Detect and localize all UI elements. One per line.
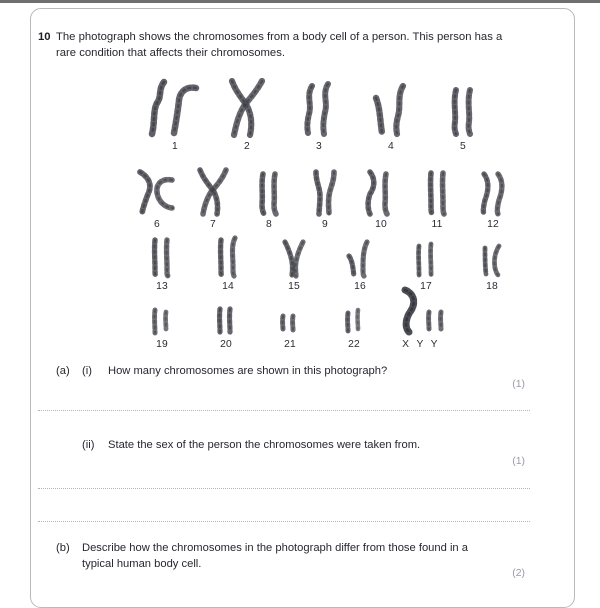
chromosome-pair-20 [192, 296, 260, 351]
chromosome-pair-image [206, 78, 288, 140]
chromosome-label: 17 [420, 281, 432, 292]
chromosome-label: 18 [486, 281, 498, 292]
chromosome-pair-12 [462, 166, 524, 231]
answer-line[interactable] [38, 488, 530, 489]
chromosome-glyph [408, 166, 466, 218]
chromosome-glyph [259, 296, 321, 338]
answer-line[interactable] [38, 410, 530, 411]
chromosome-glyph [129, 234, 195, 280]
chromosome-pair-4 [350, 78, 432, 153]
chromosome-pair-image [126, 166, 188, 218]
chromosome-label: 14 [222, 281, 234, 292]
chromosome-pair-9 [294, 166, 356, 231]
part-label-a-ii: (ii) [82, 439, 95, 451]
chromosome-pair-image [390, 234, 462, 280]
chromosome-glyph [464, 166, 522, 218]
chromosome-glyph [261, 234, 327, 280]
chromosome-label: 5 [460, 141, 466, 152]
question-number: 10 [38, 31, 51, 43]
chromosome-pair-image [380, 284, 462, 338]
part-label-a-i: (i) [82, 365, 92, 377]
chromosome-pair-image [238, 166, 300, 218]
chromosome-glyph [352, 166, 410, 218]
chromosome-label: 22 [348, 339, 360, 350]
answer-line[interactable] [38, 521, 530, 522]
chromosome-pair-image [320, 296, 388, 338]
chromosome-glyph [296, 166, 354, 218]
question-part-a-ii [56, 438, 486, 454]
chromosome-pair-image [182, 166, 244, 218]
chromosome-glyph [327, 234, 393, 280]
chromosome-label-sex: X Y Y [402, 339, 440, 350]
chromosome-pair-image [422, 78, 504, 140]
chromosome-pair-image [456, 234, 528, 280]
chromosome-glyph [426, 78, 500, 140]
chromosome-glyph [323, 296, 385, 338]
chromosome-label: 3 [316, 141, 322, 152]
chromosome-glyph [383, 284, 459, 338]
part-label-b: (b) [56, 542, 70, 554]
chromosome-label: 9 [322, 219, 328, 230]
chromosome-pair-11 [406, 166, 468, 231]
chromosome-label: 7 [210, 219, 216, 230]
chromosome-pair-6 [126, 166, 188, 231]
chromosome-pair-1 [134, 78, 216, 153]
chromosome-glyph [195, 296, 257, 338]
chromosome-pair-8 [238, 166, 300, 231]
chromosome-pair-21 [256, 296, 324, 351]
chromosome-pair-image [128, 296, 196, 338]
chromosome-pair-image [294, 166, 356, 218]
chromosome-label: 10 [375, 219, 387, 230]
chromosome-pair-5 [422, 78, 504, 153]
chromosome-label: 13 [156, 281, 168, 292]
chromosome-pair-image [126, 234, 198, 280]
marks-a-ii: (1) [512, 456, 525, 467]
chromosome-glyph [459, 234, 525, 280]
chromosome-pair-image [462, 166, 524, 218]
question-stem-text: The photograph shows the chromosomes from a body cell of a person. This person has a rare condition that affects their chromosomes. [56, 31, 503, 59]
chromosome-pair-image [278, 78, 360, 140]
chromosome-glyph [128, 166, 186, 218]
part-label-a: (a) [56, 365, 70, 377]
chromosome-pair-10 [350, 166, 412, 231]
chromosome-pair-7 [182, 166, 244, 231]
chromosome-pair-14 [192, 234, 264, 293]
chromosome-glyph [393, 234, 459, 280]
chromosome-pair-18 [456, 234, 528, 293]
chromosome-pair-image [192, 234, 264, 280]
chromosome-pair-image [134, 78, 216, 140]
chromosome-label: 21 [284, 339, 296, 350]
chromosome-group-sex [380, 284, 462, 351]
chromosome-label: 8 [266, 219, 272, 230]
marks-b: (2) [512, 568, 525, 579]
chromosome-pair-image [350, 166, 412, 218]
karyotype-figure [130, 78, 500, 356]
chromosome-label: 4 [388, 141, 394, 152]
part-text-a-ii: State the sex of the person the chromosomes were taken from. [108, 439, 421, 451]
chromosome-label: 15 [288, 281, 300, 292]
chromosome-label: 12 [487, 219, 499, 230]
question-part-b [56, 541, 496, 572]
marks-a-i: (1) [512, 379, 525, 390]
chromosome-label: 19 [156, 339, 168, 350]
chromosome-pair-3 [278, 78, 360, 153]
chromosome-pair-19 [128, 296, 196, 351]
chromosome-glyph [184, 166, 242, 218]
chromosome-pair-image [406, 166, 468, 218]
chromosome-glyph [210, 78, 284, 140]
chromosome-label: 16 [354, 281, 366, 292]
chromosome-label: 20 [220, 339, 232, 350]
chromosome-glyph [195, 234, 261, 280]
chromosome-pair-image [256, 296, 324, 338]
question-stem [38, 30, 518, 61]
chromosome-glyph [131, 296, 193, 338]
chromosome-pair-image [258, 234, 330, 280]
chromosome-pair-22 [320, 296, 388, 351]
chromosome-pair-image [192, 296, 260, 338]
chromosome-glyph [282, 78, 356, 140]
chromosome-label: 6 [154, 219, 160, 230]
part-text-a-i: How many chromosomes are shown in this photograph? [108, 365, 388, 377]
chromosome-pair-2 [206, 78, 288, 153]
chromosome-pair-image [350, 78, 432, 140]
chromosome-pair-15 [258, 234, 330, 293]
chromosome-glyph [138, 78, 212, 140]
chromosome-pair-13 [126, 234, 198, 293]
chromosome-glyph [354, 78, 428, 140]
chromosome-pair-image [324, 234, 396, 280]
chromosome-glyph [240, 166, 298, 218]
chromosome-label: 11 [431, 219, 443, 230]
part-text-b: Describe how the chromosomes in the photograph differ from those found in a typical human body cell. [82, 542, 468, 570]
question-part-a-i [56, 364, 486, 380]
chromosome-label: 1 [172, 141, 178, 152]
chromosome-label: 2 [244, 141, 250, 152]
